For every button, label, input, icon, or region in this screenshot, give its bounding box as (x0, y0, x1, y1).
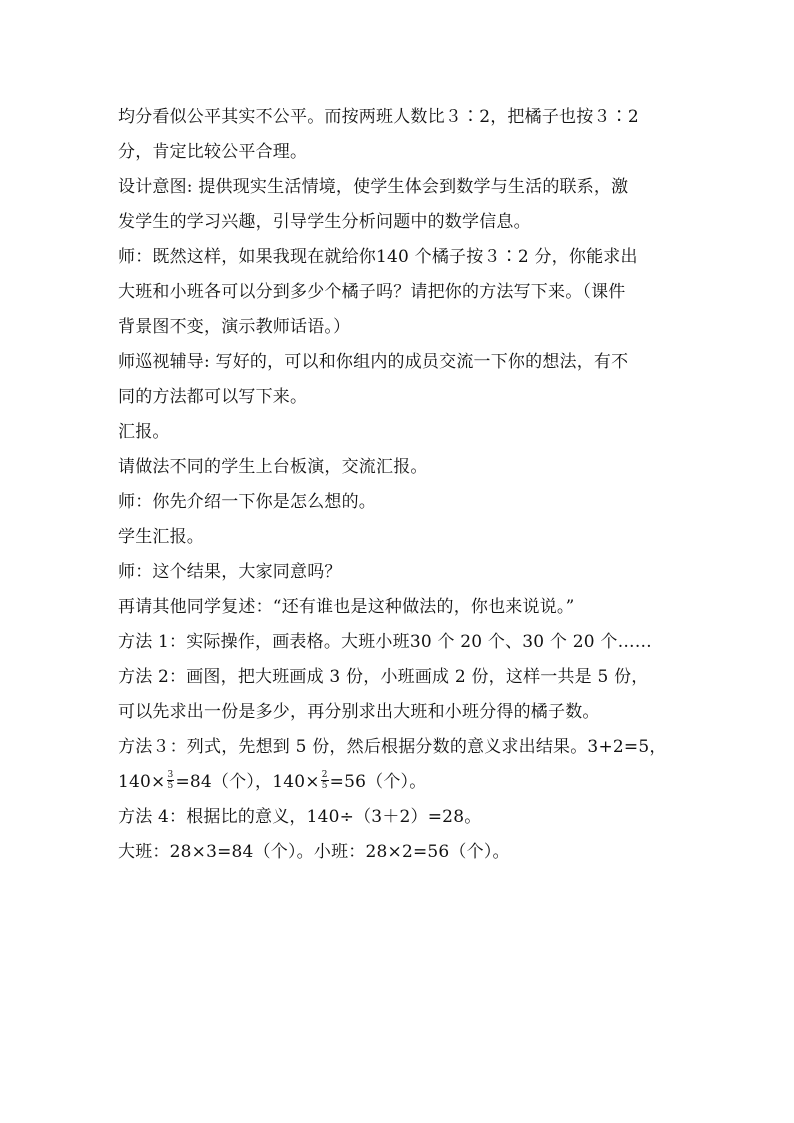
text-line: 方法 4：根据比的意义，140÷（3＋2）=28。 (118, 807, 482, 827)
text-line: 再请其他同学复述：“还有谁也是这种做法的，你也来说说。” (118, 597, 575, 617)
fraction-denominator: 5 (167, 781, 174, 791)
text-line: 汇报。 (118, 422, 170, 442)
text-line: 背景图不变，演示教师话语。） (118, 317, 351, 337)
formula-part2-prefix: 140× (272, 772, 320, 792)
text-line: 方法 1：实际操作，画表格。大班小班30 个 20 个、30 个 20 个…… (118, 632, 652, 652)
text-line: 师：这个结果，大家同意吗？ (118, 562, 342, 582)
fraction-numerator: 3 (167, 770, 174, 780)
text-line: 大班和小班各可以分到多少个橘子吗？请把你的方法写下来。（课件 (118, 282, 626, 302)
text-line: 学生汇报。 (118, 527, 204, 547)
text-line: 发学生的学习兴趣，引导学生分析问题中的数学信息。 (118, 212, 531, 232)
text-line: 请做法不同的学生上台板演，交流汇报。 (118, 457, 428, 477)
text-line: 师巡视辅导: 写好的，可以和你组内的成员交流一下你的想法，有不 (118, 352, 629, 372)
text-line: 方法３：列式，先想到 5 份，然后根据分数的意义求出结果。3+2=5， (118, 737, 667, 757)
formula-line (118, 765, 688, 800)
text-line: 分，肯定比较公平合理。 (118, 142, 308, 162)
fraction-three-fifths (167, 770, 175, 791)
text-line: 同的方法都可以写下来。 (118, 387, 308, 407)
text-line: 设计意图: 提供现实生活情境，使学生体会到数学与生活的联系，激 (118, 177, 629, 197)
formula-part2-suffix: =56（个）。 (329, 772, 427, 792)
text-line: 师：你先介绍一下你是怎么想的。 (118, 492, 376, 512)
text-line: 方法 2：画图，把大班画成 3 份，小班画成 2 份，这样一共是 5 份， (118, 667, 649, 687)
fraction-two-fifths (321, 770, 329, 791)
text-line: 均分看似公平其实不公平。而按两班人数比３∶2，把橘子也按３∶2 (118, 107, 639, 127)
text-line: 师：既然这样，如果我现在就给你140 个橘子按３∶2 分，你能求出 (118, 247, 638, 267)
fraction-numerator: 2 (321, 770, 328, 780)
formula-part1-suffix: =84（个）， (175, 772, 273, 792)
text-line: 大班：28×3=84（个）。小班：28×2=56（个）。 (118, 842, 510, 862)
document-body (118, 100, 688, 870)
text-line: 可以先求出一份是多少，再分别求出大班和小班分得的橘子数。 (118, 702, 600, 722)
formula-part1-prefix: 140× (118, 772, 166, 792)
fraction-denominator: 5 (321, 781, 328, 791)
